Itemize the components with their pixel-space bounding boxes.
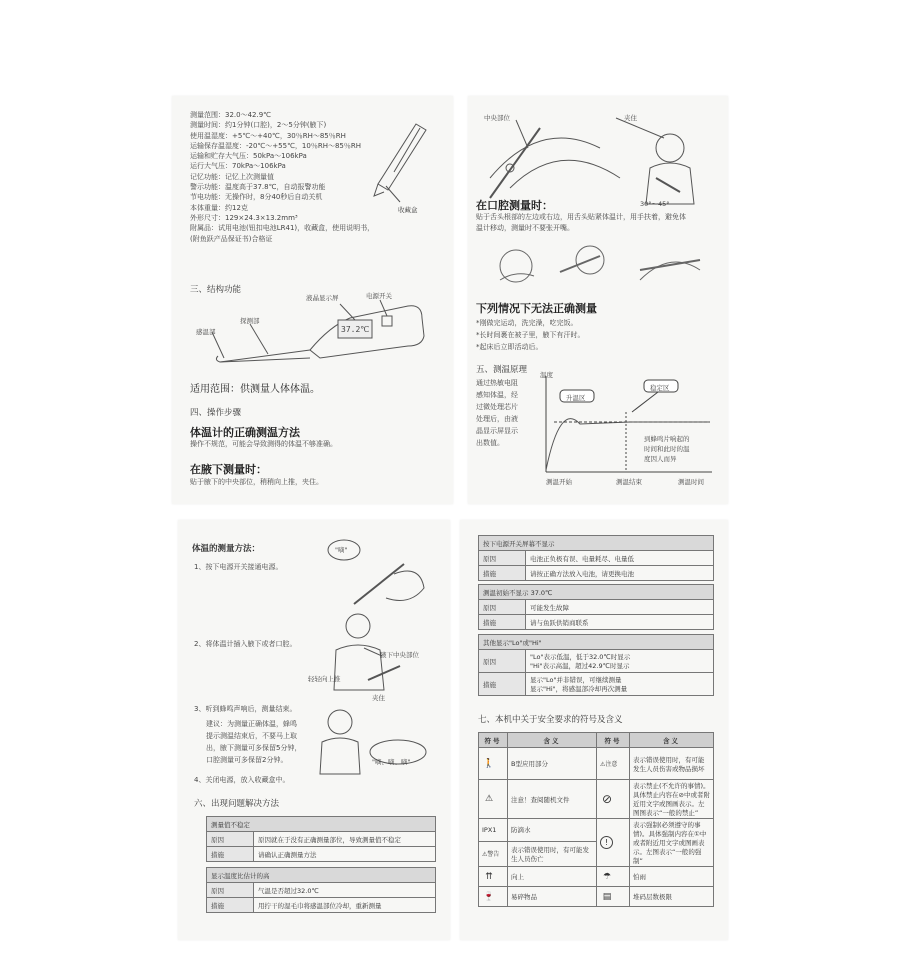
symbol-meaning: 表示禁止(不允许的事情)。具体禁止内容在⊘中或者附近用文字或图画表示。左图图表示“一般的禁止” xyxy=(630,780,714,819)
trouble-fix: 用拧干的湿毛巾将感温部位冷却，重新测量 xyxy=(254,898,436,913)
oral-title: 在口腔测量时： xyxy=(476,199,553,212)
stable-zone-label: 稳定区 xyxy=(650,384,670,392)
symbol-meaning: 表示错误使用时，有可能发生人员伤亡 xyxy=(508,841,597,866)
trouble-table-no-37 xyxy=(478,584,714,630)
trouble-table-unstable xyxy=(206,816,436,862)
measure-method-title: 体温的测量方法： xyxy=(192,544,261,554)
trouble-title: 其他显示"Lo"或"Hi" xyxy=(479,635,714,650)
fragile-icon xyxy=(479,887,508,907)
spec-memory: 记忆功能：记忆上次测量值 xyxy=(190,172,274,181)
thermometer-illustration xyxy=(210,296,430,372)
storage-case-illustration xyxy=(370,120,440,210)
cause-label: 原因 xyxy=(479,600,526,615)
trouble-title: 测量值不稳定 xyxy=(207,817,436,832)
clip-label: 夹住 xyxy=(372,694,385,702)
spec-storage-env: 运输保存温湿度：-20℃～+55℃，10％RH～85％RH xyxy=(190,141,361,150)
spec-list xyxy=(190,112,374,246)
symbol-meaning: 注意！查阅随机文件 xyxy=(508,780,597,819)
rising-zone-label: 升温区 xyxy=(566,394,586,402)
steps-heading: 四、操作步骤 xyxy=(190,408,242,418)
correct-method-text: 操作不规范，可能会导致测得的体温不够准确。 xyxy=(190,440,337,448)
prohibited-glyph: ⊘ xyxy=(601,792,613,806)
trouble-cause: 电池正负极有误、电量耗尽、电量低 xyxy=(526,551,714,566)
x-label-end: 测温结束 xyxy=(616,478,642,486)
stack-limit-glyph: ▤ xyxy=(602,891,612,902)
spec-range: 测量范围：32.0～42.9℃ xyxy=(190,111,272,119)
warning-glyph: ⚠ xyxy=(484,794,494,804)
fix-label: 措施 xyxy=(479,673,526,696)
step-3: 3、听到蜂鸣声响后，测量结束。 xyxy=(194,705,297,713)
col-symbol: 符号 xyxy=(597,733,630,748)
usage-range: 适用范围：供测量人体体温。 xyxy=(190,384,320,395)
armpit-title: 在腋下测量时： xyxy=(190,463,267,476)
push-up-label: 轻轻向上推 xyxy=(308,675,341,683)
attention-glyph: ⚠注意 xyxy=(600,761,618,768)
note-line-1: 到蜂鸣片响起的 xyxy=(644,435,690,443)
trouble-title: 按下电源开关屏幕不显示 xyxy=(479,536,714,551)
spec-certificate: (附鱼跃产品保证书)合格证 xyxy=(190,234,273,243)
oral-line-2: 温计移动，测量时不要张开嘴。 xyxy=(476,224,574,232)
trouble-title: 显示温度比估计的高 xyxy=(207,868,436,883)
spec-power-save: 节电功能：无操作时，8分40秒后自动关机 xyxy=(190,193,323,202)
principle-line-2: 感知体温，经 xyxy=(476,391,518,399)
advice-line-1: 建议：为测量正确体温，蜂鸣 xyxy=(206,720,297,728)
symbol-meaning: 向上 xyxy=(508,867,597,887)
fix-label: 措施 xyxy=(479,566,526,581)
mandatory-icon xyxy=(597,819,630,867)
trouble-cause xyxy=(526,650,714,673)
structure-heading: 三、结构功能 xyxy=(190,285,242,295)
trouble-cause: 气温是否超过32.0℃ xyxy=(254,883,436,898)
person-icon xyxy=(479,748,508,780)
oral-steps-illustration xyxy=(480,240,710,290)
umbrella-glyph: ☂ xyxy=(602,871,612,882)
spec-size: 外形尺寸：129×24.3×13.2mm³ xyxy=(190,213,298,222)
fix-line: 显示"Lo"并非错误，可继续测量 xyxy=(530,676,622,684)
symbol-meaning: B型应用部分 xyxy=(508,748,597,780)
armpit-center-label: 腋下中央部位 xyxy=(380,651,419,659)
x-label-start: 测温开始 xyxy=(546,478,572,486)
up-arrows-icon xyxy=(479,867,508,887)
incorrect-title: 下列情况下无法正确测量 xyxy=(476,302,597,315)
trouble-fix: 请与鱼跃供销商联系 xyxy=(526,615,714,630)
trouble-table-higher xyxy=(206,867,436,913)
oral-clip-label: 夹住 xyxy=(624,114,637,122)
case-label: 收藏盒 xyxy=(398,206,418,214)
trouble-fix: 请按正确方法放入电池，请更换电池 xyxy=(526,566,714,581)
sensor-label: 感温部 xyxy=(196,328,216,336)
probe-label: 探测部 xyxy=(240,317,260,325)
x-label-time: 测温时间 xyxy=(678,478,704,486)
oral-position-illustration xyxy=(480,108,720,208)
advice-line-2: 提示测温结束后，不要马上取 xyxy=(206,732,297,740)
power-switch-label: 电源开关 xyxy=(366,292,392,300)
up-arrows-glyph: ⇈ xyxy=(485,871,493,882)
fix-line: 显示"Hi"，将感温部冷却再次测量 xyxy=(530,685,628,693)
oral-angle-label: 30°～45° xyxy=(640,200,670,208)
cause-label: 原因 xyxy=(479,650,526,673)
beeps-label: "嘀、嘀、嘀" xyxy=(372,758,411,766)
cause-label: 原因 xyxy=(207,832,254,847)
correct-method-title: 体温计的正确测温方法 xyxy=(190,426,300,439)
warning-icon xyxy=(479,780,508,819)
fragile-glyph: 🍷 xyxy=(483,891,495,902)
incorrect-line-3: *起床后立即活动后。 xyxy=(476,343,543,351)
principle-line-6: 出数值。 xyxy=(476,439,504,447)
trouble-cause: 可能发生故障 xyxy=(526,600,714,615)
stack-limit-icon xyxy=(597,887,630,907)
measuring-child-illustration xyxy=(312,708,432,778)
ipx1-glyph: IPX1 xyxy=(482,825,497,834)
armpit-text: 贴于腋下的中央部位，稍稍向上推，夹住。 xyxy=(190,478,323,486)
spec-weight: 本体重量：约12克 xyxy=(190,203,248,212)
symbol-meaning: 表示强制(必须遵守的事情)。具体强制内容在①中或者附近用文字或图画表示。左图表示“一般的强制” xyxy=(630,819,714,867)
principle-line-3: 过微处理芯片 xyxy=(476,403,518,411)
fix-label: 措施 xyxy=(207,898,254,913)
symbol-meaning: 堆码层数极限 xyxy=(630,887,714,907)
beep-label: "嘀" xyxy=(335,546,348,554)
symbol-meaning: 怕雨 xyxy=(630,867,714,887)
trouble-table-lo-hi xyxy=(478,634,714,696)
oral-line-1: 贴于舌头根部的左边或右边，用舌头贴紧体温计，用手扶着，避免体 xyxy=(476,213,686,221)
prohibited-icon xyxy=(597,780,630,819)
principle-line-5: 晶显示屏显示 xyxy=(476,427,518,435)
attention-icon xyxy=(597,748,630,780)
symbol-meaning: 易碎物品 xyxy=(508,887,597,907)
advice-line-3: 出，腋下测量可多保留5分钟， xyxy=(206,744,302,752)
incorrect-line-1: *刚做完运动，洗完澡，吃完饭。 xyxy=(476,319,578,327)
note-line-2: 时间和此时的温 xyxy=(644,445,690,453)
lcd-label: 液晶显示屏 xyxy=(306,294,339,302)
incorrect-line-2: *长时间裹在被子里，腋下有汗时。 xyxy=(476,331,585,339)
col-symbol: 符号 xyxy=(479,733,508,748)
ipx1-icon xyxy=(479,819,508,842)
oral-center-label: 中央部位 xyxy=(484,114,510,122)
cause-label: 原因 xyxy=(479,551,526,566)
spec-operating-pressure: 运行大气压：70kPa～106kPa xyxy=(190,162,286,171)
caution-glyph: ⚠警告 xyxy=(482,851,500,859)
spec-accessories: 附属品：试用电池(钮扣电池LR41)，收藏盒，使用说明书， xyxy=(190,224,375,233)
spec-storage-pressure: 运输和贮存大气压：50kPa～106kPa xyxy=(190,152,307,161)
col-meaning: 含义 xyxy=(508,733,597,748)
fix-label: 措施 xyxy=(207,847,254,862)
trouble-fix: 请确认正确测量方法 xyxy=(254,847,436,862)
note-line-3: 度因人而异 xyxy=(644,455,677,463)
troubleshoot-heading: 六、出现问题解决方法 xyxy=(194,799,280,809)
spec-time: 测量时间：约1分钟(口腔)，2～5分钟(腋下) xyxy=(190,121,327,130)
symbol-meaning: 防滴水 xyxy=(508,819,597,842)
principle-line-4: 处理后，由液 xyxy=(476,415,518,423)
umbrella-icon xyxy=(597,867,630,887)
principle-line-1: 通过热敏电阻 xyxy=(476,379,518,387)
temperature-curve-chart xyxy=(540,372,720,482)
mandatory-glyph: ! xyxy=(600,836,613,849)
symbols-heading: 七、本机中关于安全要求的符号及含义 xyxy=(478,715,623,725)
cause-line: "Lo"表示低温，低于32.0℃时显示 xyxy=(530,653,631,661)
principle-heading: 五、测温原理 xyxy=(476,365,528,375)
cause-line: "Hi"表示高温，超过42.9℃时显示 xyxy=(530,662,630,670)
col-meaning: 含义 xyxy=(630,733,714,748)
step-1: 1、按下电源开关接通电源。 xyxy=(194,563,283,571)
symbols-table xyxy=(478,732,714,907)
trouble-table-no-display xyxy=(478,535,714,581)
symbol-meaning: 表示错误使用时，有可能发生人员伤害或物品损坏 xyxy=(630,748,714,780)
chart-ylabel: 温度 xyxy=(540,371,553,379)
caution-icon xyxy=(479,841,508,866)
advice-line-4: 口腔测量可多保留2分钟。 xyxy=(206,756,288,764)
trouble-title: 测温初始不显示 37.0℃ xyxy=(479,585,714,600)
fix-label: 措施 xyxy=(479,615,526,630)
lcd-reading: 37.2℃ xyxy=(341,325,370,334)
spec-use-env: 使用温湿度：+5℃～+40℃，30％RH～85％RH xyxy=(190,131,346,140)
step-4: 4、关闭电源，放入收藏盒中。 xyxy=(194,776,290,784)
trouble-fix xyxy=(526,673,714,696)
trouble-cause: 原因就在于没有正确测量部位，导致测量值不稳定 xyxy=(254,832,436,847)
step-2: 2、将体温计插入腋下或者口腔。 xyxy=(194,640,297,648)
spec-alarm: 警示功能：温度高于37.8℃，自动报警功能 xyxy=(190,183,326,192)
cause-label: 原因 xyxy=(207,883,254,898)
person-glyph: 🚶 xyxy=(483,758,495,769)
power-on-illustration xyxy=(324,534,434,614)
